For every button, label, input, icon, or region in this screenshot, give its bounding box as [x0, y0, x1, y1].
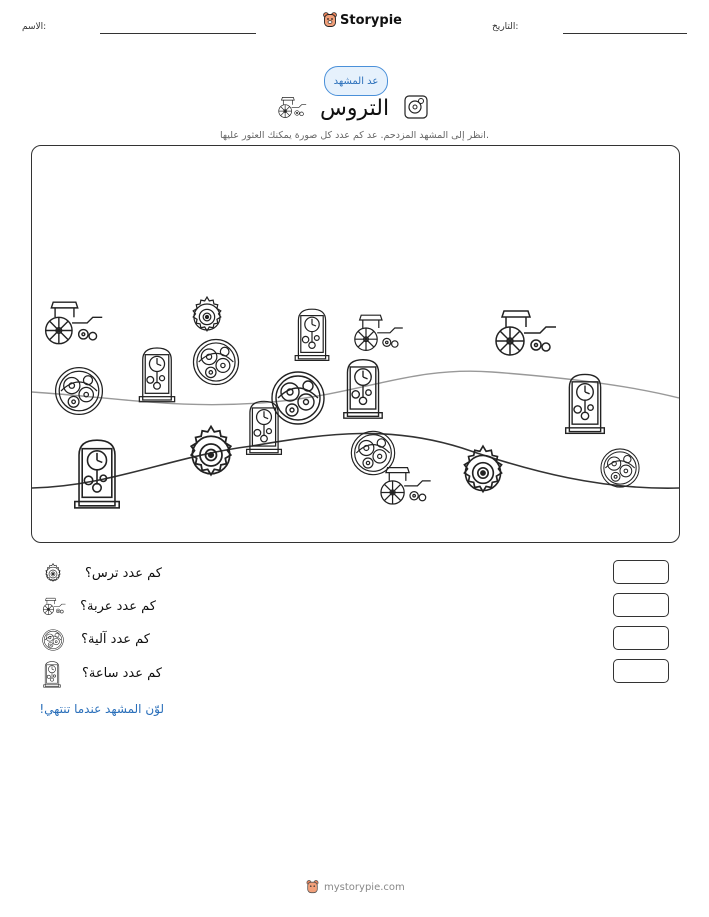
scene-canvas: [32, 146, 679, 542]
answer-box[interactable]: [613, 560, 669, 584]
question-text: كم عدد ترس؟: [84, 566, 162, 581]
scene-mechanism: [601, 449, 639, 487]
color-scene-prompt: لوّن المشهد عندما تنتهي!: [39, 702, 164, 716]
scene-clock: [344, 360, 382, 419]
scene-box[interactable]: [31, 145, 680, 543]
scene-clock: [139, 348, 174, 402]
scene-clock: [295, 309, 329, 360]
instructions: انظر إلى المشهد المزدحم. عد كم عدد كل صورة يمكنك العثور عليها.: [220, 130, 489, 141]
brand-name: Storypie: [340, 12, 402, 28]
brand-logo: [323, 12, 402, 28]
hill-line-front: [32, 433, 679, 488]
bear-icon: [306, 880, 319, 894]
scene-cart: [381, 468, 431, 504]
answer-box[interactable]: [613, 593, 669, 617]
scene-clock: [566, 374, 605, 433]
date-line[interactable]: [563, 33, 687, 34]
scene-cart: [496, 311, 556, 355]
question-text: كم عدد ساعة؟: [82, 666, 162, 681]
date-label: التاريخ:: [492, 22, 519, 32]
cart-icon: [276, 95, 308, 119]
answer-box[interactable]: [613, 626, 669, 650]
page-title: التروس: [320, 96, 390, 121]
scene-gear: [464, 446, 501, 491]
mechanism-icon: [41, 628, 65, 652]
question-text: كم عدد آلية؟: [81, 632, 150, 647]
scene-mechanism: [351, 431, 394, 474]
scene-cart: [46, 302, 103, 343]
bear-icon: [323, 12, 337, 28]
scene-clock: [247, 401, 282, 454]
scene-mechanism: [193, 339, 238, 384]
scene-mechanism: [272, 372, 324, 424]
scene-clock: [75, 440, 119, 508]
name-line[interactable]: [100, 33, 256, 34]
question-text: كم عدد عربة؟: [80, 599, 156, 614]
clock-icon: [42, 660, 62, 688]
answer-box[interactable]: [613, 659, 669, 683]
name-label: الاسم:: [22, 22, 47, 32]
gear-icon: [41, 562, 65, 586]
title-gear-icon: [404, 95, 428, 119]
footer: [306, 880, 405, 894]
scene-mechanism: [56, 368, 103, 415]
scene-cart: [355, 315, 403, 350]
cart-icon: [41, 596, 67, 618]
scene-gear: [193, 297, 221, 331]
category-badge: عد المشهد: [324, 66, 388, 96]
footer-url[interactable]: mystorypie.com: [324, 881, 405, 893]
